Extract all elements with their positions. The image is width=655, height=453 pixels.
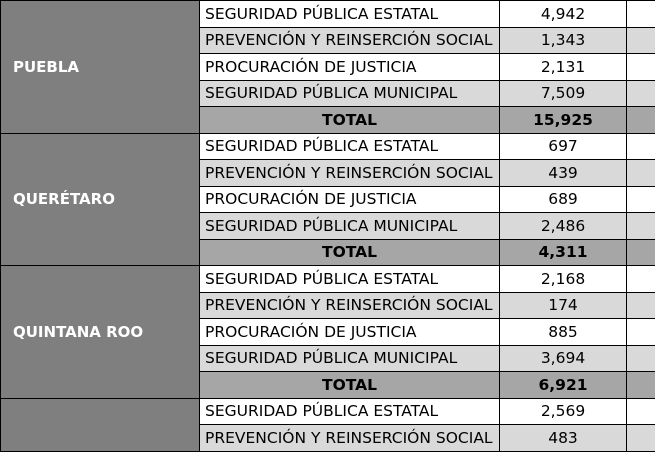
- state-name-cell: QUINTANA ROO: [1, 266, 200, 399]
- category-cell: PREVENCIÓN Y REINSERCIÓN SOCIAL: [200, 425, 500, 452]
- empty-cell: [627, 160, 655, 187]
- category-cell: SEGURIDAD PÚBLICA ESTATAL: [200, 133, 500, 160]
- category-cell: PREVENCIÓN Y REINSERCIÓN SOCIAL: [200, 160, 500, 187]
- value-cell: 1,343: [500, 27, 627, 54]
- empty-cell: [627, 54, 655, 81]
- value-cell: 2,486: [500, 213, 627, 240]
- value-cell: 2,131: [500, 54, 627, 81]
- value-cell: 2,569: [500, 398, 627, 425]
- empty-cell: [627, 319, 655, 346]
- table-row: [1, 1, 655, 28]
- table-row: [1, 398, 655, 425]
- value-cell: 697: [500, 133, 627, 160]
- value-cell: 3,694: [500, 345, 627, 372]
- value-cell: 2,168: [500, 266, 627, 293]
- empty-cell: [627, 213, 655, 240]
- state-name-cell: QUERÉTARO: [1, 133, 200, 266]
- empty-cell: [627, 372, 655, 399]
- empty-cell: [627, 292, 655, 319]
- category-cell: SEGURIDAD PÚBLICA MUNICIPAL: [200, 80, 500, 107]
- total-label: TOTAL: [200, 239, 500, 266]
- total-value: 4,311: [500, 239, 627, 266]
- empty-cell: [627, 186, 655, 213]
- category-cell: SEGURIDAD PÚBLICA ESTATAL: [200, 398, 500, 425]
- category-cell: SEGURIDAD PÚBLICA MUNICIPAL: [200, 345, 500, 372]
- category-cell: PROCURACIÓN DE JUSTICIA: [200, 319, 500, 346]
- category-cell: SEGURIDAD PÚBLICA MUNICIPAL: [200, 213, 500, 240]
- empty-cell: [627, 80, 655, 107]
- category-cell: PREVENCIÓN Y REINSERCIÓN SOCIAL: [200, 27, 500, 54]
- empty-cell: [627, 107, 655, 134]
- value-cell: 483: [500, 425, 627, 452]
- empty-cell: [627, 27, 655, 54]
- total-label: TOTAL: [200, 107, 500, 134]
- category-cell: SEGURIDAD PÚBLICA ESTATAL: [200, 1, 500, 28]
- table-row: [1, 266, 655, 293]
- value-cell: 7,509: [500, 80, 627, 107]
- empty-cell: [627, 1, 655, 28]
- value-cell: 4,942: [500, 1, 627, 28]
- table-row: [1, 133, 655, 160]
- empty-cell: [627, 345, 655, 372]
- empty-cell: [627, 239, 655, 266]
- category-cell: PROCURACIÓN DE JUSTICIA: [200, 54, 500, 81]
- total-label: TOTAL: [200, 372, 500, 399]
- value-cell: 174: [500, 292, 627, 319]
- category-cell: PROCURACIÓN DE JUSTICIA: [200, 186, 500, 213]
- value-cell: 689: [500, 186, 627, 213]
- empty-cell: [627, 398, 655, 425]
- empty-cell: [627, 266, 655, 293]
- empty-cell: [627, 425, 655, 452]
- category-cell: PREVENCIÓN Y REINSERCIÓN SOCIAL: [200, 292, 500, 319]
- value-cell: 439: [500, 160, 627, 187]
- category-cell: SEGURIDAD PÚBLICA ESTATAL: [200, 266, 500, 293]
- state-name-cell: PUEBLA: [1, 1, 200, 134]
- total-value: 6,921: [500, 372, 627, 399]
- value-cell: 885: [500, 319, 627, 346]
- state-name-cell: [1, 398, 200, 451]
- total-value: 15,925: [500, 107, 627, 134]
- empty-cell: [627, 133, 655, 160]
